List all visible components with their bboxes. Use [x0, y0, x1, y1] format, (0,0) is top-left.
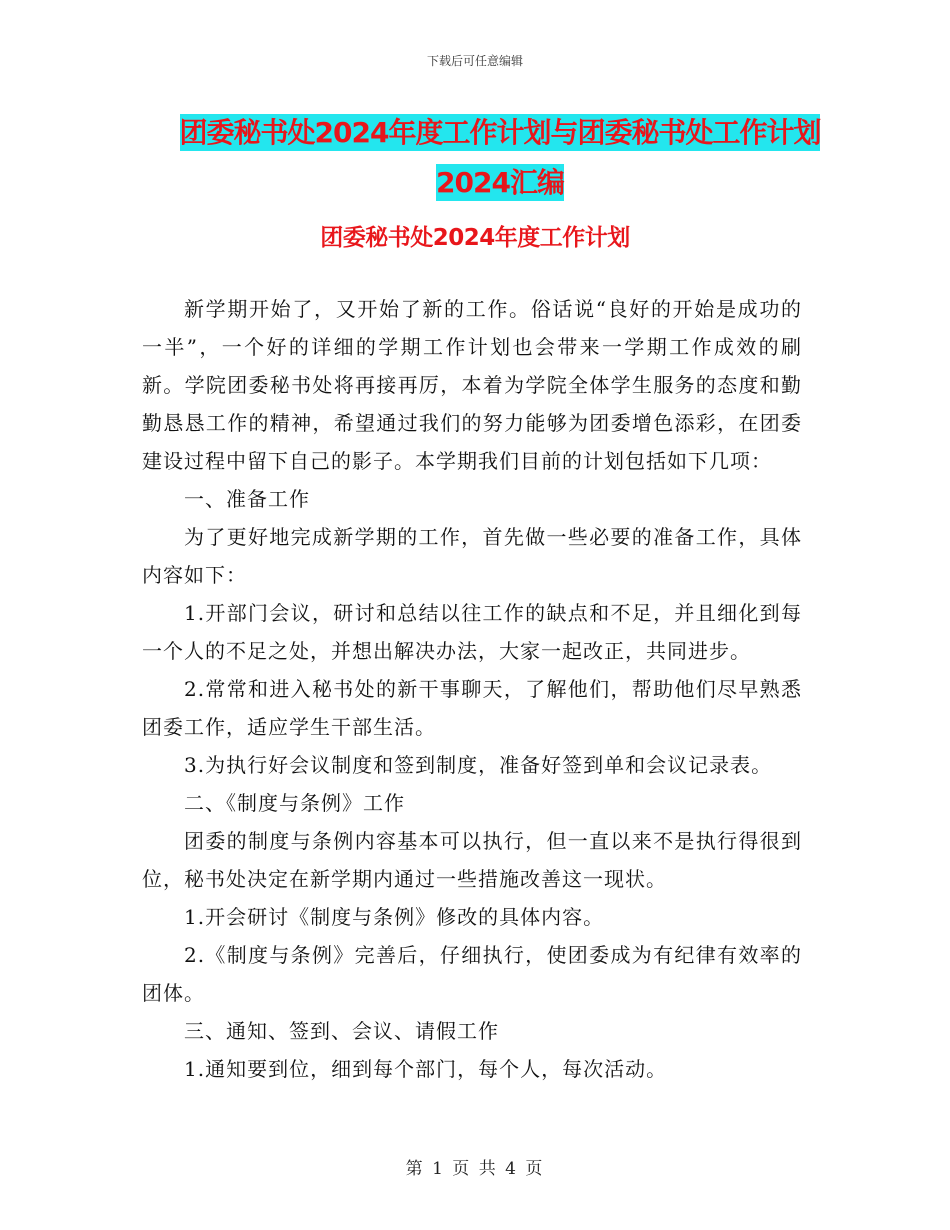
title-line-2: 2024汇编: [436, 166, 564, 199]
title-line-1: 团委秘书处2024年度工作计划与团委秘书处工作计划: [179, 116, 821, 149]
section-title: 团委秘书处2024年度工作计划: [320, 225, 630, 251]
list-item-regulations-1: 1.开会研讨《制度与条例》修改的具体内容。: [184, 905, 605, 929]
body-text: [142, 290, 802, 1088]
list-item-notice-1: 1.通知要到位，细到每个部门，每个人，每次活动。: [184, 1057, 668, 1081]
paragraph-intro: 新学期开始了，又开始了新的工作。俗话说“良好的开始是成功的一半”，一个好的详细的学期工作计划也会带来一学期工作成效的刷新。学院团委秘书处将再接再厉，本着为学院全体学生服务的态度和勤勤恳恳工作的精神，希望通过我们的努力能够为团委增色添彩，在团委建设过程中留下自己的影子。本学期我们目前的计划包括如下几项：: [142, 297, 802, 473]
header-note: 下载后可任意编辑: [426, 54, 523, 68]
paragraph-regulations-desc: 团委的制度与条例内容基本可以执行，但一直以来不是执行得很到位，秘书处决定在新学期内通过一些措施改善这一现状。: [142, 829, 802, 891]
list-item-prep-2: 2.常常和进入秘书处的新干事聊天，了解他们，帮助他们尽早熟悉团委工作，适应学生干部生活。: [142, 677, 802, 739]
document-title: [140, 108, 860, 208]
page-footer: 第 1 页 共 4 页: [405, 1159, 545, 1179]
list-item-prep-1: 1.开部门会议，研讨和总结以往工作的缺点和不足，并且细化到每一个人的不足之处，并想出解决办法，大家一起改正，共同进步。: [142, 601, 802, 663]
paragraph-prep-desc: 为了更好地完成新学期的工作，首先做一些必要的准备工作，具体内容如下：: [142, 525, 802, 587]
heading-prep-work: 一、准备工作: [184, 487, 310, 511]
list-item-prep-3: 3.为执行好会议制度和签到制度，准备好签到单和会议记录表。: [184, 753, 773, 777]
heading-regulations: 二、《制度与条例》工作: [184, 791, 405, 815]
list-item-regulations-2: 2.《制度与条例》完善后，仔细执行，使团委成为有纪律有效率的团体。: [142, 943, 802, 1005]
heading-notice-work: 三、通知、签到、会议、请假工作: [184, 1019, 499, 1043]
